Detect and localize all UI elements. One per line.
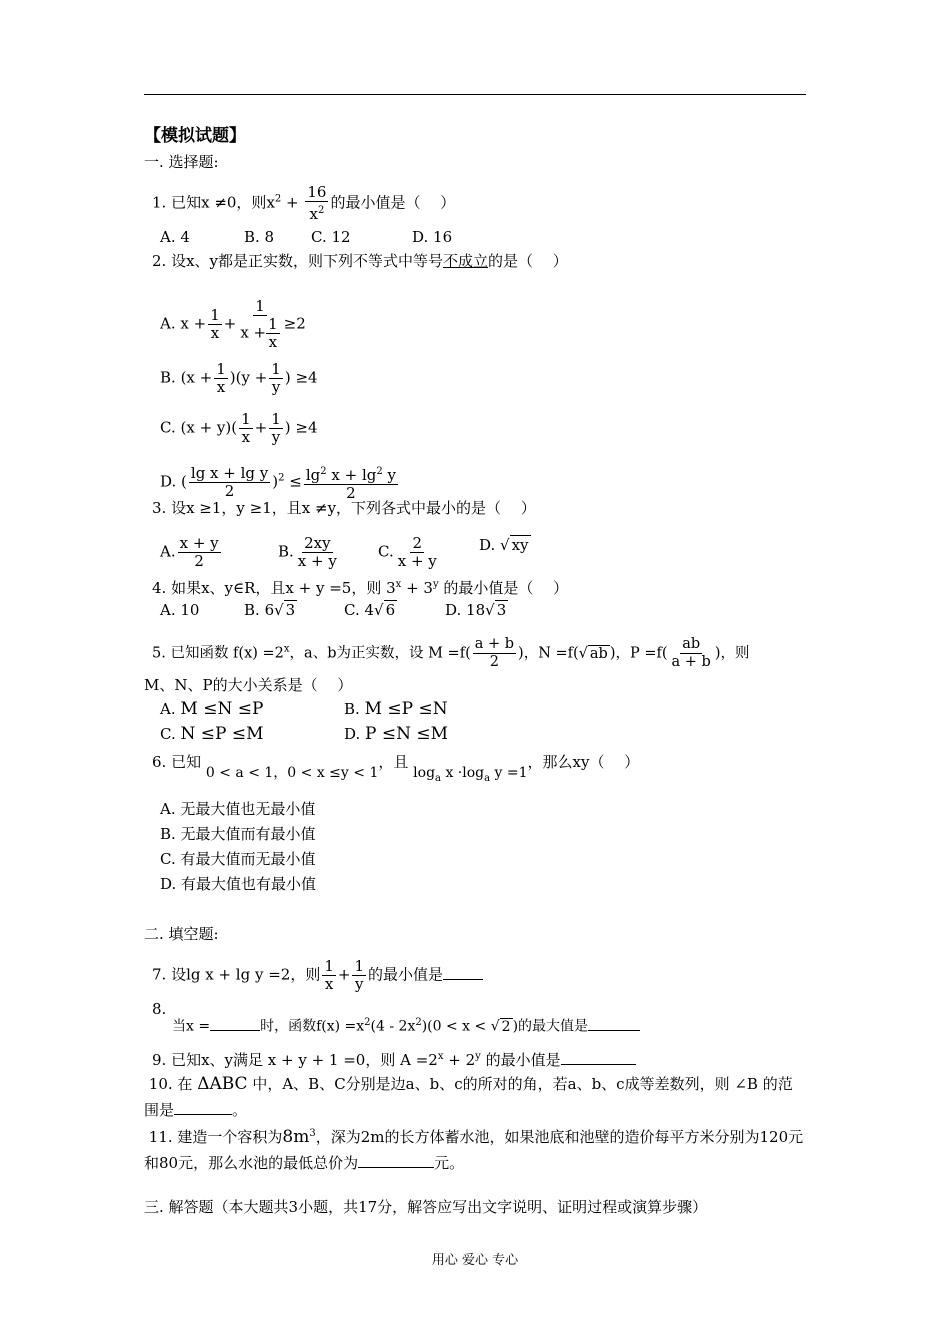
- q2-option-b: B. (x + $\frac{1}{x}$ )(y + $\frac{1}{y}$ ) ≥4: [160, 360, 318, 396]
- part2-heading: 二. 填空题:: [144, 925, 219, 943]
- q6-option-a: A. 无最大值也无最小值: [160, 800, 316, 818]
- fraction: $\frac{16}{x^2}$: [307, 183, 327, 223]
- question-5: 5. 已知函数 $f(x) =2^x$，a、b为正实数，设 M =f( $\frac{a + b}{2}$ )，N =f(√ ab )，P =f( $\frac{ab}{a + b}$ )，则: [152, 636, 750, 670]
- question-8-number: 8.: [152, 1000, 167, 1018]
- top-rule: [144, 94, 806, 95]
- q3-option-d: D. √ xy: [479, 536, 529, 554]
- question-8: 当x = 时，函数$f(x) =x^2(4 - 2x^2)(0 < x$ < √ 2 )的最大值是: [172, 1013, 640, 1037]
- question-10: 10. 在 ΔABC 中，A、B、C分别是边a、b、c的所对的角，若a、b、c成等差数列，则 ∠B 的范围是 。: [144, 1074, 793, 1119]
- q5-option-a: A. M ≤N ≤P: [160, 699, 264, 719]
- q6-option-c: C. 有最大值而无最小值: [160, 850, 316, 868]
- q2-option-c: C. (x + y)( $\frac{1}{x}$ + $\frac{1}{y}$ ) ≥4: [160, 410, 318, 446]
- question-7: 7. 设lg x + lg y =2，则 $\frac{1}{x}$ + $\frac{1}{y}$ 的最小值是: [152, 958, 483, 993]
- page-footer: 用心 爱心 专心: [431, 1253, 519, 1268]
- q3-option-c: C. $\frac{2}{x + y}$: [378, 534, 437, 570]
- question-2: 2. 设x、y都是正实数，则下列不等式中等号不成立的是（ ）: [152, 252, 568, 270]
- section-title: 【模拟试题】: [144, 126, 246, 146]
- q6-option-d: D. 有最大值也有最小值: [160, 875, 317, 893]
- question-1: 1. 已知x ≠0，则$x^2$ + $\frac{16}{x^2}$ 的最小值是（ ）: [152, 183, 456, 223]
- q4-option-a: A. 10: [160, 601, 200, 619]
- q1-option-d: D. 16: [412, 228, 453, 246]
- q2-option-d: D. ( $\frac{\text{lg x + lg y}}{2}$ )$^2$ ≤ $\frac{\lg^2 x + \lg^2 y}{2}$: [160, 464, 396, 502]
- q5-option-d: D. P ≤N ≤M: [344, 724, 449, 744]
- q1-option-b: B. 8: [244, 228, 275, 246]
- part1-heading: 一. 选择题:: [144, 153, 219, 171]
- q4-option-b: B. 6√ 3: [244, 601, 296, 619]
- part3-heading: 三. 解答题（本大题共3小题，共17分，解答应写出文字说明、证明过程或演算步骤）: [144, 1198, 708, 1216]
- question-4: 4. 如果x、y∈R，且x + y =5，则 $3^x + 3^y$ 的最小值是（ ）: [152, 579, 569, 597]
- question-9: 9. 已知x、y满足 x + y + 1 =0，则 $A =2^x + 2^y$ 的最小值是: [152, 1047, 636, 1070]
- question-11: 11. 建造一个容积为$8m^3$，深为2m的长方体蓄水池，如果池底和池壁的造价每平方米分别为120元和80元，那么水池的最低总价为 元。: [144, 1127, 804, 1172]
- q4-option-c: C. 4√ 6: [344, 601, 396, 619]
- q4-option-d: D. 18√ 3: [445, 601, 507, 619]
- question-3: 3. 设x ≥1，y ≥1，且x ≠y，下列各式中最小的是（ ）: [152, 499, 536, 517]
- q3-option-a: A. $\frac{x + y}{2}$: [160, 534, 219, 570]
- q6-option-b: B. 无最大值而有最小值: [160, 825, 316, 843]
- question-6: 6. 已知 0 < a < 1，0 < x ≤y < 1，且 $\log_a x \cdot\log_a$ y =1，那么xy（ ）: [152, 753, 640, 784]
- q2-option-a: A. x + $\frac{1}{x}$ + 1 x + $\frac{1}{x}$ ≥2: [160, 297, 306, 351]
- q1-option-c: C. 12: [311, 228, 351, 246]
- q3-option-b: B. $\frac{2xy}{x + y}$: [278, 534, 337, 570]
- q1-option-a: A. 4: [160, 228, 190, 246]
- q5-line2: M、N、P的大小关系是（ ）: [144, 676, 353, 694]
- q5-option-c: C. N ≤P ≤M: [160, 724, 264, 744]
- q5-option-b: B. M ≤P ≤N: [344, 699, 448, 719]
